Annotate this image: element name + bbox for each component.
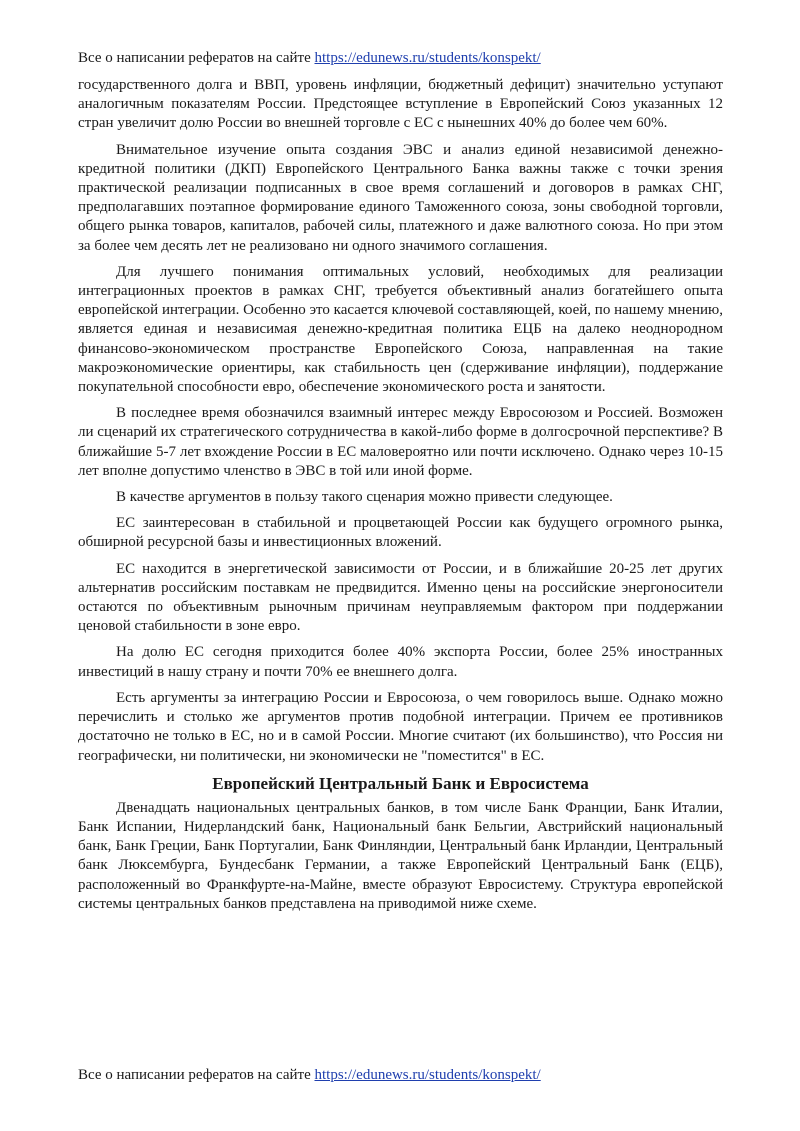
page-footer: [78, 1066, 541, 1084]
body-paragraph-9: Есть аргументы за интеграцию России и Евросоюза, о чем говорилось выше. Однако можно перечислить и столько же аргументов против подобной интеграции. Причем ее противников достаточно не только в ЕС, но и в самой России. Многие считают (их большинство), что Россия ни географически, ни политически, ни экономически не "поместится" в ЕС.: [78, 689, 723, 764]
footer-text: Все о написании рефератов на сайте: [78, 1067, 311, 1083]
header-link[interactable]: https://edunews.ru/students/konspekt/: [314, 50, 541, 66]
footer-link[interactable]: https://edunews.ru/students/konspekt/: [314, 1067, 541, 1083]
body-paragraph-7: ЕС находится в энергетической зависимости от России, и в ближайшие 20-25 лет других альтернатив российским поставкам не предвидится. Именно цены на российские энергоносители остаются по объективным рыночным причинам неуправляемым фактором при поддержании ценовой стабильности в зоне евро.: [78, 560, 723, 635]
section-heading: Европейский Центральный Банк и Евросистема: [212, 773, 589, 793]
section-paragraph-1: Двенадцать национальных центральных банков, в том числе Банк Франции, Банк Италии, Банк Испании, Нидерландский банк, Национальный банк Бельгии, Австрийский национальный банк, Банк Греции, Банк Португалии, Банк Финляндии, Центральный банк Ирландии, Центральный банк Люксембурга, Бундесбанк Германии, а также Европейский Центральный Банк (ЕЦБ), расположенный во Франкфурте-на-Майне, вместе образуют Евросистему. Структура европейской системы центральных банков представлена на приводимой ниже схеме.: [78, 799, 723, 912]
header-text: Все о написании рефератов на сайте: [78, 50, 311, 66]
body-paragraph-4: В последнее время обозначился взаимный интерес между Евросоюзом и Россией. Возможен ли сценарий их стратегического сотрудничества в какой-либо форме в долгосрочной перспективе? В ближайшие 5-7 лет вхождение России в ЕС маловероятно или почти исключено. Однако через 10-15 лет вполне допустимо членство в ЭВС в той или иной форме.: [78, 405, 723, 479]
body-paragraph-3: Для лучшего понимания оптимальных условий, необходимых для реализации интеграционных проектов в рамках СНГ, требуется объективный анализ богатейшего опыта европейской интеграции. Особенно это касается ключевой составляющей, коей, по нашему мнению, является единая и независимая денежно-кредитная политика ЕЦБ на далеко неоднородном финансово-экономическом пространстве Европейского Союза, направленная на такие макроэкономические ориентиры, как стабильность цен (сдерживание инфляции), поддержание покупательной способности евро, обеспечение экономического роста и занятости.: [78, 263, 723, 396]
body-paragraph-1: государственного долга и ВВП, уровень инфляции, бюджетный дефицит) значительно уступают аналогичным показателям России. Предстоящее вступление в Европейский Союз указанных 12 стран увеличит долю России во внешней торговле с ЕС с нынешних 40% до более чем 60%.: [78, 77, 723, 132]
body-paragraph-8: На долю ЕС сегодня приходится более 40% экспорта России, более 25% иностранных инвестиций в нашу страну и почти 70% ее внешнего долга.: [78, 644, 723, 680]
page-header: [78, 49, 541, 67]
body-paragraph-5: В качестве аргументов в пользу такого сценария можно привести следующее.: [116, 489, 613, 506]
body-paragraph-2: Внимательное изучение опыта создания ЭВС и анализ единой независимой денежно-кредитной политики (ДКП) Европейского Центрального Банка важны также с точки зрения практической реализации подписанных в свое время соглашений и договоров в рамках СНГ, предполагавших поэтапное формирование единого Таможенного союза, зоны свободной торговли, общего рынка товаров, капиталов, рабочей силы, платежного и даже валютного союза. Но при этом за более чем десять лет не реализовано ни одного значимого соглашения.: [78, 141, 723, 254]
document-body: [78, 76, 723, 921]
body-paragraph-6: ЕС заинтересован в стабильной и процветающей России как будущего огромного рынка, обширной ресурсной базы и инвестиционных вложений.: [78, 515, 723, 551]
